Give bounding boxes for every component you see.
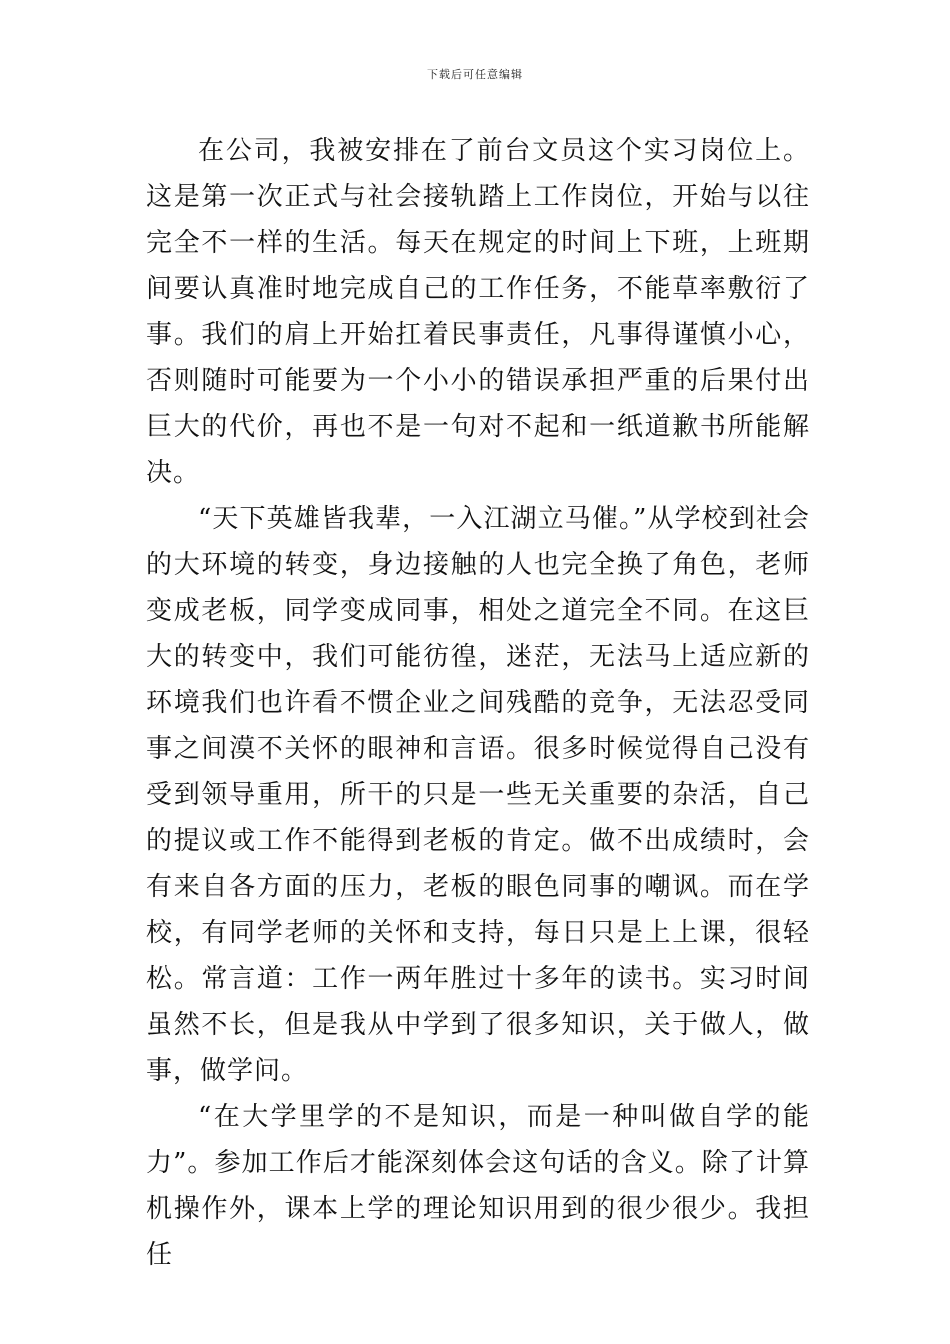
document-body: [146, 128, 810, 1278]
paragraph-3: “在大学里学的不是知识，而是一种叫做自学的能力”。参加工作后才能深刻体会这句话的含义。除了计算机操作外，课本上学的理论知识用到的很少很少。我担任: [146, 1102, 810, 1270]
paragraph-1: 在公司，我被安排在了前台文员这个实习岗位上。这是第一次正式与社会接轨踏上工作岗位，开始与以往完全不一样的生活。每天在规定的时间上下班，上班期间要认真准时地完成自己的工作任务，不能草率敷衍了事。我们的肩上开始扛着民事责任，凡事得谨慎小心，否则随时可能要为一个小小的错误承担严重的后果付出巨大的代价，再也不是一句对不起和一纸道歉书所能解决。: [146, 136, 810, 488]
header-note: 下载后可任意编辑: [427, 68, 523, 81]
paragraph-2: “天下英雄皆我辈，一入江湖立马催。”从学校到社会的大环境的转变，身边接触的人也完全换了角色，老师变成老板，同学变成同事，相处之道完全不同。在这巨大的转变中，我们可能彷徨，迷茫，无法马上适应新的环境我们也许看不惯企业之间残酷的竞争，无法忍受同事之间漠不关怀的眼神和言语。很多时候觉得自己没有受到领导重用，所干的只是一些无关重要的杂活，自己的提议或工作不能得到老板的肯定。做不出成绩时，会有来自各方面的压力，老板的眼色同事的嘲讽。而在学校，有同学老师的关怀和支持，每日只是上上课，很轻松。常言道：工作一两年胜过十多年的读书。实习时间虽然不长，但是我从中学到了很多知识，关于做人，做事，做学问。: [146, 504, 810, 1086]
